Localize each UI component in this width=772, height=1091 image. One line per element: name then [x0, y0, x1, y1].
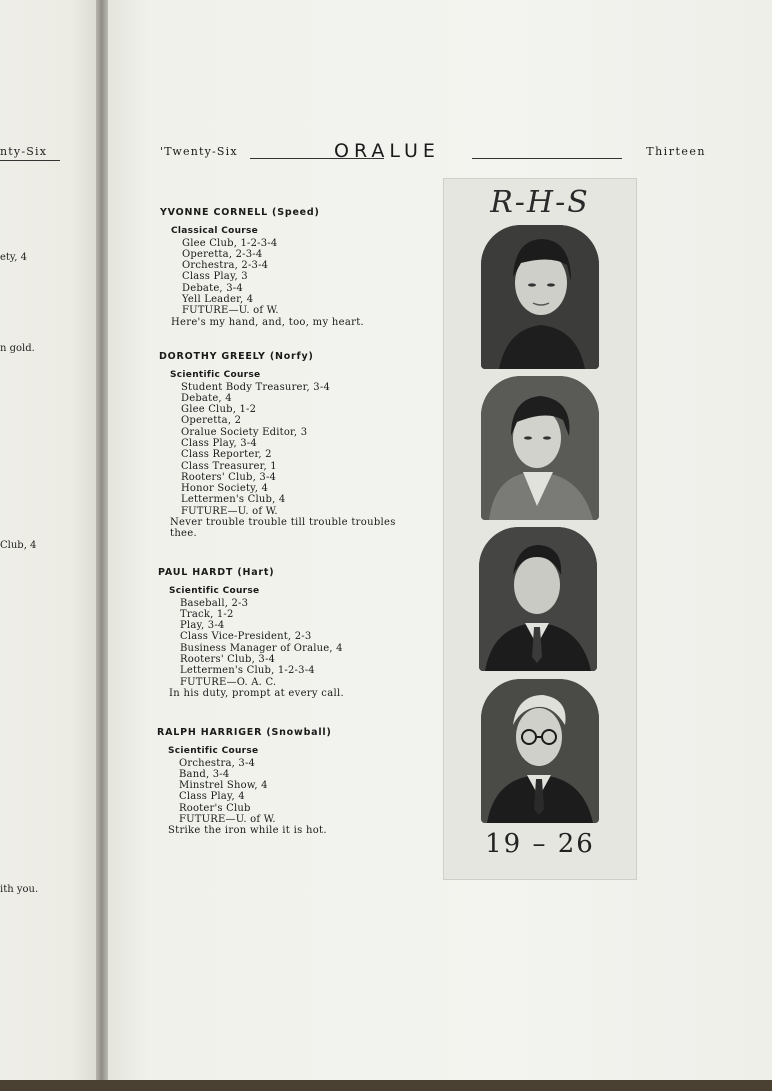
- student-motto: Strike the iron while it is hot.: [168, 825, 327, 837]
- activity-item: Operetta, 2-3-4: [182, 248, 263, 260]
- header-year: 'Twenty-Six: [160, 145, 238, 158]
- activity-item: Lettermen's Club, 4: [181, 494, 286, 506]
- activity-item: Orchestra, 2-3-4: [182, 260, 269, 272]
- left-fragment-2: ety, 4: [0, 252, 27, 263]
- class-year: 19 – 26: [485, 829, 595, 859]
- activity-item: Band, 3-4: [179, 768, 230, 780]
- portrait-ralph-harriger: [481, 679, 599, 823]
- portrait-photo: [479, 527, 597, 671]
- portrait-yvonne-cornell: [481, 225, 599, 369]
- photo-panel: [443, 178, 637, 880]
- left-fragment-5: ith you.: [0, 884, 39, 895]
- student-name: PAUL HARDT (Hart): [158, 567, 275, 578]
- student-motto: In his duty, prompt at every call.: [169, 687, 344, 699]
- portrait-dorothy-greely: [481, 376, 599, 520]
- left-fragment-4: Club, 4: [0, 540, 37, 551]
- portrait-photo: [481, 679, 599, 823]
- activity-item: FUTURE—U. of W.: [179, 813, 276, 825]
- activity-item: Class Treasurer, 1: [181, 460, 277, 472]
- left-page: [0, 0, 102, 1080]
- activity-item: Class Vice-President, 2-3: [180, 631, 312, 643]
- student-entry-2: [159, 351, 479, 540]
- student-entry-3: [158, 567, 478, 699]
- student-entry-4: [157, 727, 477, 837]
- activity-item: Honor Society, 4: [181, 483, 269, 495]
- activity-item: Rooter's Club: [179, 802, 251, 814]
- activity-item: Rooters' Club, 3-4: [180, 653, 276, 665]
- school-monogram: R-H-S: [490, 185, 590, 220]
- student-course: Scientific Course: [170, 370, 261, 380]
- page-title: ORALUE: [334, 140, 440, 162]
- student-entry-1: [160, 207, 480, 328]
- activity-item: Baseball, 2-3: [180, 597, 249, 609]
- activity-item: Business Manager of Oralue, 4: [180, 642, 343, 654]
- page-header: [158, 142, 706, 166]
- right-page: [108, 0, 772, 1085]
- student-course: Scientific Course: [168, 746, 259, 756]
- student-motto: Here's my hand, and, too, my heart.: [171, 316, 364, 328]
- portrait-paul-hardt: [479, 527, 597, 671]
- activity-item: Glee Club, 1-2-3-4: [182, 237, 278, 249]
- student-course: Scientific Course: [169, 586, 260, 596]
- activity-item: Minstrel Show, 4: [179, 780, 268, 792]
- portrait-photo: [481, 225, 599, 369]
- activity-item: FUTURE—O. A. C.: [180, 676, 277, 688]
- left-fragment-1: nty-Six: [0, 145, 48, 158]
- activity-item: Class Play, 3: [182, 271, 248, 283]
- activity-item: Rooters' Club, 3-4: [181, 471, 277, 483]
- activity-item: Class Play, 4: [179, 791, 245, 803]
- activity-item: Class Reporter, 2: [181, 449, 272, 461]
- activity-item: Debate, 3-4: [182, 282, 243, 294]
- student-name: YVONNE CORNELL (Speed): [160, 207, 320, 218]
- activity-item: Yell Leader, 4: [182, 293, 254, 305]
- left-header-rule: [0, 160, 60, 161]
- page-number: Thirteen: [646, 145, 706, 158]
- student-motto: Never trouble trouble till trouble troubles thee.: [170, 517, 396, 540]
- activity-item: Orchestra, 3-4: [179, 757, 256, 769]
- activity-item: Glee Club, 1-2: [181, 404, 257, 416]
- student-name: DOROTHY GREELY (Norfy): [159, 351, 314, 362]
- book-edge: [0, 1080, 772, 1091]
- activity-item: Track, 1-2: [180, 608, 234, 620]
- activity-item: FUTURE—U. of W.: [182, 305, 279, 317]
- activity-item: Lettermen's Club, 1-2-3-4: [180, 665, 315, 677]
- header-rule-right: [472, 158, 622, 159]
- student-name: RALPH HARRIGER (Snowball): [157, 727, 332, 738]
- activity-item: Operetta, 2: [181, 415, 242, 427]
- activity-item: Class Play, 3-4: [181, 437, 257, 449]
- activity-item: Student Body Treasurer, 3-4: [181, 381, 331, 393]
- portrait-photo: [481, 376, 599, 520]
- activity-item: Oralue Society Editor, 3: [181, 426, 308, 438]
- activity-item: FUTURE—U. of W.: [181, 505, 278, 517]
- student-course: Classical Course: [171, 226, 259, 236]
- activity-item: Debate, 4: [181, 392, 232, 404]
- left-fragment-3: n gold.: [0, 343, 35, 354]
- activity-item: Play, 3-4: [180, 620, 225, 632]
